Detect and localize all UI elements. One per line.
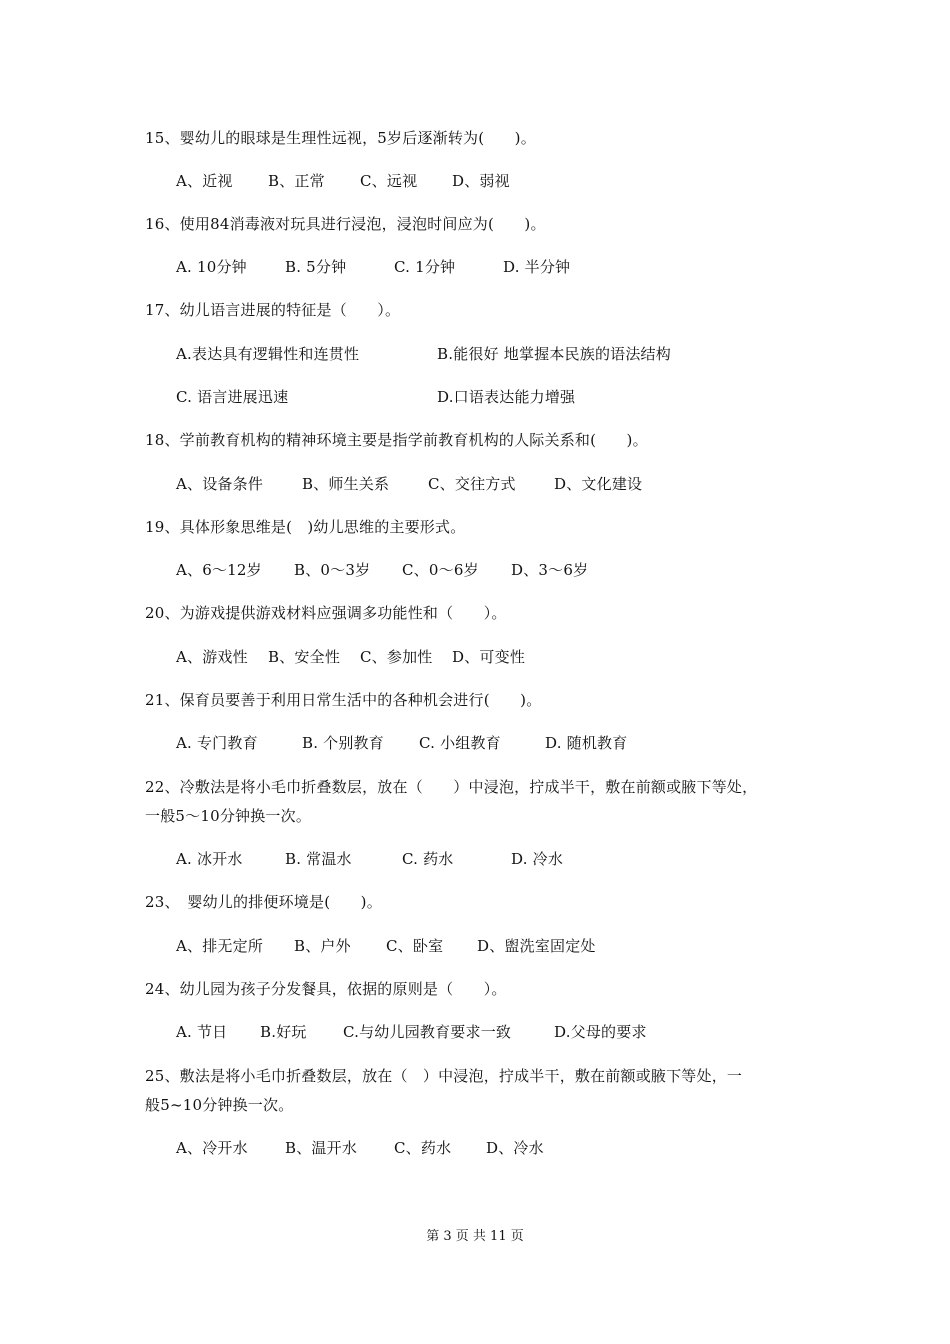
question-15-stem: 15、婴幼儿的眼球是生理性远视，5岁后逐渐转为( )。 bbox=[145, 129, 536, 147]
question-20-option-a: A、游戏性 bbox=[176, 648, 248, 666]
question-18-stem: 18、学前教育机构的精神环境主要是指学前教育机构的人际关系和( )。 bbox=[145, 431, 648, 449]
question-22-option-b: B. 常温水 bbox=[285, 850, 352, 868]
question-18-option-c: C、交往方式 bbox=[428, 475, 516, 493]
question-16-option-b: B. 5分钟 bbox=[285, 258, 347, 276]
question-22-option-a: A. 冰开水 bbox=[176, 850, 243, 868]
question-20-option-d: D、可变性 bbox=[452, 648, 526, 666]
question-19-option-d: D、3～6岁 bbox=[511, 561, 589, 579]
question-23-option-d: D、盥洗室固定处 bbox=[477, 937, 596, 955]
question-25-option-d: D、冷水 bbox=[486, 1139, 544, 1157]
question-24-stem: 24、幼儿园为孩子分发餐具，依据的原则是（ ）。 bbox=[145, 980, 507, 998]
question-25-stem-continued: 般5~10分钟换一次。 bbox=[145, 1096, 294, 1114]
question-22-stem: 22、冷敷法是将小毛巾折叠数层，放在（ ）中浸泡，拧成半干，敷在前额或腋下等处， bbox=[145, 778, 758, 796]
question-23-option-b: B、户外 bbox=[294, 937, 351, 955]
question-20-option-b: B、安全性 bbox=[268, 648, 341, 666]
question-25-option-a: A、冷开水 bbox=[176, 1139, 248, 1157]
question-15-option-a: A、近视 bbox=[176, 172, 233, 190]
question-21-option-c: C. 小组教育 bbox=[419, 734, 501, 752]
question-25-option-c: C、药水 bbox=[394, 1139, 452, 1157]
question-22-option-d: D. 冷水 bbox=[511, 850, 564, 868]
question-15-option-d: D、弱视 bbox=[452, 172, 510, 190]
question-17-option-a: A.表达具有逻辑性和连贯性 bbox=[176, 345, 360, 363]
question-25-option-b: B、温开水 bbox=[285, 1139, 358, 1157]
question-22-option-c: C. 药水 bbox=[402, 850, 454, 868]
page-footer: 第 3 页 共 11 页 bbox=[426, 1229, 524, 1244]
question-24-option-b: B.好玩 bbox=[260, 1023, 307, 1041]
question-22-stem-continued: 一般5～10分钟换一次。 bbox=[145, 807, 312, 825]
question-15-option-b: B、正常 bbox=[268, 172, 325, 190]
question-17-option-d: D.口语表达能力增强 bbox=[437, 388, 576, 406]
question-20-option-c: C、参加性 bbox=[360, 648, 433, 666]
question-24-option-c: C.与幼儿园教育要求一致 bbox=[343, 1023, 512, 1041]
question-20-stem: 20、为游戏提供游戏材料应强调多功能性和（ ）。 bbox=[145, 604, 507, 622]
question-16-option-c: C. 1分钟 bbox=[394, 258, 456, 276]
question-23-stem: 23、 婴幼儿的排便环境是( )。 bbox=[145, 893, 382, 911]
question-17-option-b: B.能很好 地掌握本民族的语法结构 bbox=[437, 345, 671, 363]
question-23-option-a: A、排无定所 bbox=[176, 937, 264, 955]
question-15-option-c: C、远视 bbox=[360, 172, 418, 190]
question-21-option-a: A. 专门教育 bbox=[176, 734, 258, 752]
question-24-option-a: A. 节日 bbox=[176, 1023, 228, 1041]
question-21-stem: 21、保育员要善于利用日常生活中的各种机会进行( )。 bbox=[145, 691, 542, 709]
question-16-option-d: D. 半分钟 bbox=[503, 258, 571, 276]
question-19-stem: 19、具体形象思维是( )幼儿思维的主要形式。 bbox=[145, 518, 466, 536]
question-19-option-b: B、0～3岁 bbox=[294, 561, 371, 579]
question-23-option-c: C、卧室 bbox=[386, 937, 444, 955]
question-17-stem: 17、幼儿语言进展的特征是（ ）。 bbox=[145, 301, 401, 319]
question-18-option-b: B、师生关系 bbox=[302, 475, 390, 493]
question-24-option-d: D.父母的要求 bbox=[554, 1023, 647, 1041]
question-16-stem: 16、使用84消毒液对玩具进行浸泡，浸泡时间应为( )。 bbox=[145, 215, 546, 233]
question-19-option-c: C、0～6岁 bbox=[402, 561, 479, 579]
question-17-option-c: C. 语言进展迅速 bbox=[176, 388, 289, 406]
question-21-option-b: B. 个别教育 bbox=[302, 734, 384, 752]
question-18-option-d: D、文化建设 bbox=[554, 475, 643, 493]
question-18-option-a: A、设备条件 bbox=[176, 475, 264, 493]
question-19-option-a: A、6～12岁 bbox=[176, 561, 262, 579]
question-16-option-a: A. 10分钟 bbox=[176, 258, 247, 276]
question-25-stem: 25、敷法是将小毛巾折叠数层，放在（ ）中浸泡，拧成半干，敷在前额或腋下等处，一 bbox=[145, 1067, 743, 1085]
question-21-option-d: D. 随机教育 bbox=[545, 734, 628, 752]
